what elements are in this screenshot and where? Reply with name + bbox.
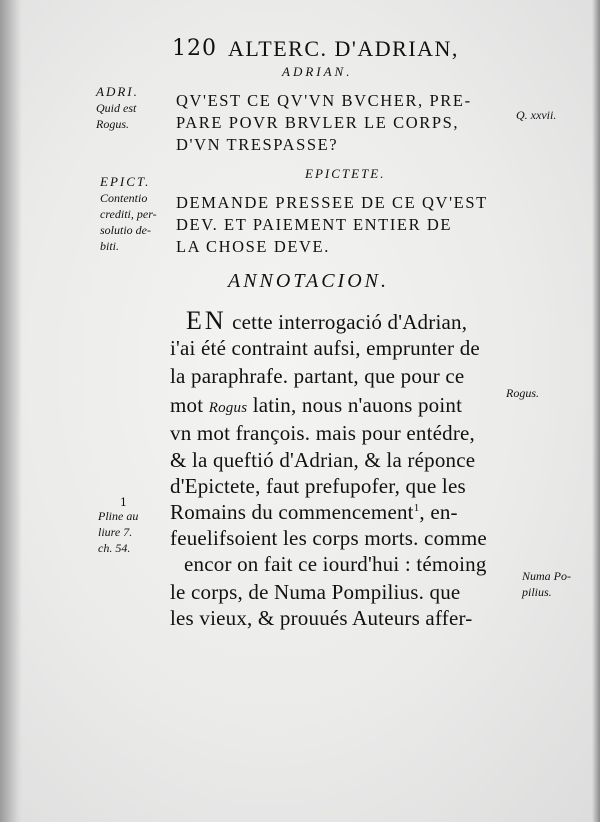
question-line: QV'EST CE QV'VN BVCHER, PRE- [176, 91, 472, 110]
margin-note-line: Quid est [96, 101, 137, 115]
margin-note-line: Numa Po- [522, 569, 571, 583]
margin-note-line: Rogus. [96, 117, 129, 131]
answer-line: LA CHOSE DEVE. [176, 237, 330, 256]
margin-note-line: crediti, per- [100, 207, 157, 221]
annotation-line-12: les vieux, & prouués Auteurs affer- [170, 606, 473, 630]
margin-question-number: Q. xxvii. [516, 108, 557, 122]
annotation-line-11: le corps, de Numa Pompilius. que [170, 580, 461, 604]
line-text: Romains du commencement [170, 500, 414, 524]
speaker-epictete-heading: EPICTETE. [305, 166, 386, 181]
answer-line: DEV. ET PAIEMENT ENTIER DE [176, 215, 453, 234]
margin-speaker-adri: ADRI. [96, 84, 139, 99]
answer-text [176, 192, 488, 258]
annotation-line-2: i'ai été contraint aufsi, emprunter de [170, 336, 480, 360]
margin-note-rogus: Rogus. [506, 386, 539, 400]
speaker-adrian-heading: ADRIAN. [282, 64, 353, 79]
line-text: , en- [419, 500, 458, 524]
annotation-line-6: & la queftió d'Adrian, & la réponce [170, 448, 476, 472]
page-gutter-shadow [0, 0, 22, 822]
question-line: PARE POVR BRVLER LE CORPS, [176, 113, 460, 132]
line-text: cette interrogació d'Adrian, [232, 310, 468, 334]
margin-note-line: Contentio [100, 191, 148, 205]
margin-note-line: pilius. [522, 585, 552, 599]
annotation-line-4 [170, 393, 462, 418]
line-text: mot [170, 393, 204, 417]
margin-note-line: ch. 54. [98, 541, 131, 555]
footnote-marker: 1 [413, 502, 420, 514]
word-rogus: Rogus [208, 400, 248, 416]
margin-note-line: liure 7. [98, 525, 133, 539]
annotation-line-10: encor on fait ce iourd'hui : témoing [184, 552, 487, 576]
margin-note-line: Pline au [98, 509, 139, 523]
question-text [176, 90, 472, 156]
margin-note-line: biti. [100, 239, 120, 253]
annotation-line-7: d'Epictete, faut prefupofer, que les [170, 474, 466, 498]
line-text: latin, nous n'auons point [252, 393, 463, 417]
margin-note-numa [522, 568, 594, 600]
answer-line: DEMANDE PRESSEE DE CE QV'EST [176, 193, 488, 212]
margin-footnote-number: 1 [120, 496, 127, 509]
annotation-line-1 [186, 306, 467, 336]
margin-note-line: solutio de- [100, 223, 151, 237]
margin-note-quid-est [96, 100, 166, 132]
margin-note-contentio [100, 190, 172, 254]
question-line: D'VN TRESPASSE? [176, 135, 339, 154]
annotation-line-5: vn mot françois. mais pour entédre, [170, 421, 475, 445]
margin-speaker-epict: EPICT. [100, 174, 151, 189]
annotation-line-8 [170, 500, 458, 525]
page-number: 120 [172, 36, 217, 61]
page-edge-shadow [592, 0, 600, 822]
dropcap: EN [186, 306, 227, 335]
annotation-heading: ANNOTACION. [228, 270, 389, 292]
running-title: ALTERC. D'ADRIAN, [228, 36, 459, 61]
margin-footnote-pline [98, 508, 168, 556]
annotation-line-3: la paraphrafe. partant, que pour ce [170, 364, 465, 388]
annotation-line-9: feuelifsoient les corps morts. comme [170, 526, 487, 550]
